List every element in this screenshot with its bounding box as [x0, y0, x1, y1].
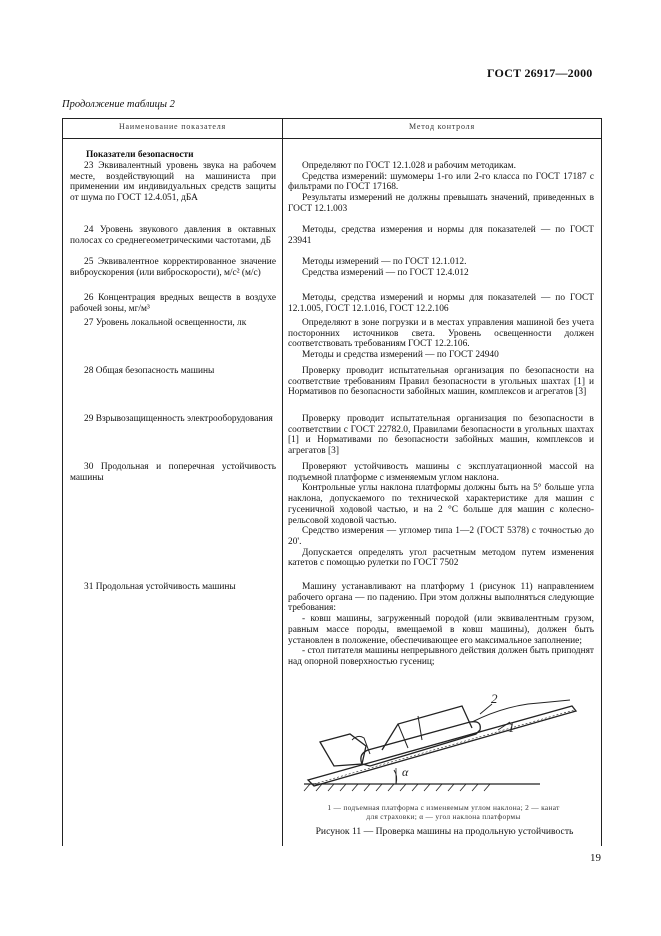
row-29-method	[288, 414, 594, 457]
row-26-name	[70, 293, 276, 314]
table-column-divider	[282, 118, 283, 846]
row-27-method-p2: Методы и средства измерений — по ГОСТ 24940	[302, 350, 499, 361]
row-23-method-p1: Определяют по ГОСТ 12.1.028 и рабочим методикам.	[302, 161, 516, 171]
row-25-method-p2: Средства измерений — по ГОСТ 12.4.012	[302, 267, 469, 278]
row-23-method-p3: Результаты измерений не должны превышать значений, приведенных в ГОСТ 12.1.003	[288, 193, 594, 214]
row-27-name-text: 27 Уровень локальной освещенности, лк	[84, 318, 247, 328]
column-header-name: Наименование показателя	[118, 122, 227, 131]
row-31-method	[288, 582, 594, 668]
row-25-name-text: 25 Эквивалентное корректированное значение виброускорения (или виброскорости), м/с² (м/с)	[70, 257, 276, 278]
row-28-method	[288, 366, 594, 398]
row-31-name-text: 31 Продольная устойчивость машины	[84, 582, 236, 592]
standard-number: ГОСТ 26917—2000	[487, 66, 593, 80]
row-31-name	[70, 582, 276, 593]
row-24-method-p1: Методы, средства измерения и нормы для показателей — по ГОСТ 23941	[288, 225, 594, 246]
figure-legend	[286, 803, 601, 821]
row-24-name	[70, 225, 276, 246]
row-23-method-p2: Средства измерений: шумомеры 1-го или 2-го класса по ГОСТ 17187 с фильтрами по ГОСТ 17168.	[288, 171, 594, 193]
row-30-method-p1: Проверяют устойчивость машины с эксплуатационной массой на подъемной платформе с изменяемым углом наклона.	[288, 462, 594, 483]
row-25-method-p1: Методы измерений — по ГОСТ 12.1.012.	[302, 257, 467, 267]
row-26-method	[288, 293, 594, 314]
row-29-name	[70, 414, 276, 425]
page-number: 19	[590, 852, 601, 864]
row-29-method-p1: Проверку проводит испытательная организация по безопасности в соответствии с ГОСТ 22782.0, Правилами безопасности в угольных шахтах [1] и Нормативами по безопасности забойных машин, комплексов и агрегатов [3]	[288, 414, 594, 457]
row-25-method	[288, 257, 594, 278]
row-23-name-text: 23 Эквивалентный уровень звука на рабочем месте, воздействующий на машиниста при применении им индивидуальных средств защиты от шума по ГОСТ 12.4.051, дБА	[70, 161, 276, 204]
row-31-method-p3: - стол питателя машины непрерывного действия должен быть приподнят над опорной поверхностью гусениц;	[288, 646, 595, 667]
row-28-name-text: 28 Общая безопасность машины	[84, 366, 215, 376]
row-28-name	[70, 366, 276, 377]
row-31-method-p2: - ковш машины, загруженный породой (или эквивалентным грузом, равным массе породы, вмещаемой в ковш машины), должен быть установлен в положение, обеспечивающее его максимальное заполнение;	[288, 614, 594, 646]
row-27-method	[288, 318, 594, 361]
machine-bucket	[320, 734, 366, 766]
figure-legend-line-2: для страховки; α — угол наклона платформы	[366, 812, 521, 821]
table-right-border	[601, 118, 602, 846]
row-28-method-p1: Проверку проводит испытательная организация по безопасности на соответствие требованиям Правил безопасности в угольных шахтах [1] и Нормативов по безопасности забойных машин, комплексов и агрегатов [3]	[288, 366, 594, 398]
figure-11-drawing	[300, 694, 590, 800]
row-25-name	[70, 257, 276, 278]
row-30-name-text: 30 Продольная и поперечная устойчивость машины	[70, 462, 276, 483]
table-top-border	[62, 118, 601, 119]
figure-legend-line-1: 1 — подъемная платформа с изменяемым углом наклона; 2 — канат	[327, 803, 560, 812]
figure-label-1: 1	[508, 720, 515, 735]
row-31-method-p1: Машину устанавливают на платформу 1 (рисунок 11) направлением рабочего органа — по падению. При этом должны выполняться следующие требования:	[288, 582, 594, 614]
row-24-method	[288, 225, 594, 246]
figure-caption: Рисунок 11 — Проверка машины на продольную устойчивость	[315, 826, 574, 837]
figure-label-2: 2	[491, 694, 498, 706]
figure-label-alpha: α	[402, 765, 409, 779]
row-27-method-p1: Определяют в зоне погрузки и в местах управления машиной без учета посторонних источников света. Уровень освещенности должен соответствовать требованиям ГОСТ 12.2.106.	[288, 318, 594, 350]
section-title	[86, 150, 276, 161]
row-30-method-p4: Допускается определять угол расчетным методом путем изменения катетов с помощью рулетки по ГОСТ 7502	[288, 547, 594, 569]
row-24-name-text: 24 Уровень звукового давления в октавных полосах со среднегеометрическими частотами, дБ	[70, 225, 276, 246]
row-30-name	[70, 462, 276, 483]
row-23-name	[70, 161, 276, 204]
row-26-method-p1: Методы, средства измерений и нормы для показателей — по ГОСТ 12.1.005, ГОСТ 12.1.016, ГОСТ 12.2.106	[288, 293, 594, 314]
table-continuation-label: Продолжение таблицы 2	[62, 99, 175, 110]
row-30-method-p2: Контрольные углы наклона платформы должны быть на 5° больше угла наклона, допускаемого по технической характеристике для машин с гусеничной ходовой частью, и на 2 °С больше для машин с колесно-рельсовой ходовой частью.	[288, 483, 594, 526]
table-left-border	[62, 118, 63, 846]
row-26-name-text: 26 Концентрация вредных веществ в воздухе рабочей зоны, мг/м³	[70, 293, 276, 314]
machine-body	[382, 706, 472, 750]
column-header-method: Метод контроля	[409, 122, 475, 131]
row-30-method-p3: Средство измерения — угломер типа 1—2 (ГОСТ 5378) с точностью до 20'.	[288, 526, 594, 547]
table-header-border	[62, 138, 601, 139]
section-title-text: Показатели безопасности	[86, 150, 194, 160]
row-27-name	[70, 318, 276, 329]
row-29-name-text: 29 Взрывозащищенность электрооборудования	[84, 414, 273, 424]
tilting-platform	[308, 706, 576, 786]
row-23-method	[288, 161, 594, 215]
ground-hatching	[304, 784, 490, 791]
row-30-method	[288, 462, 594, 569]
